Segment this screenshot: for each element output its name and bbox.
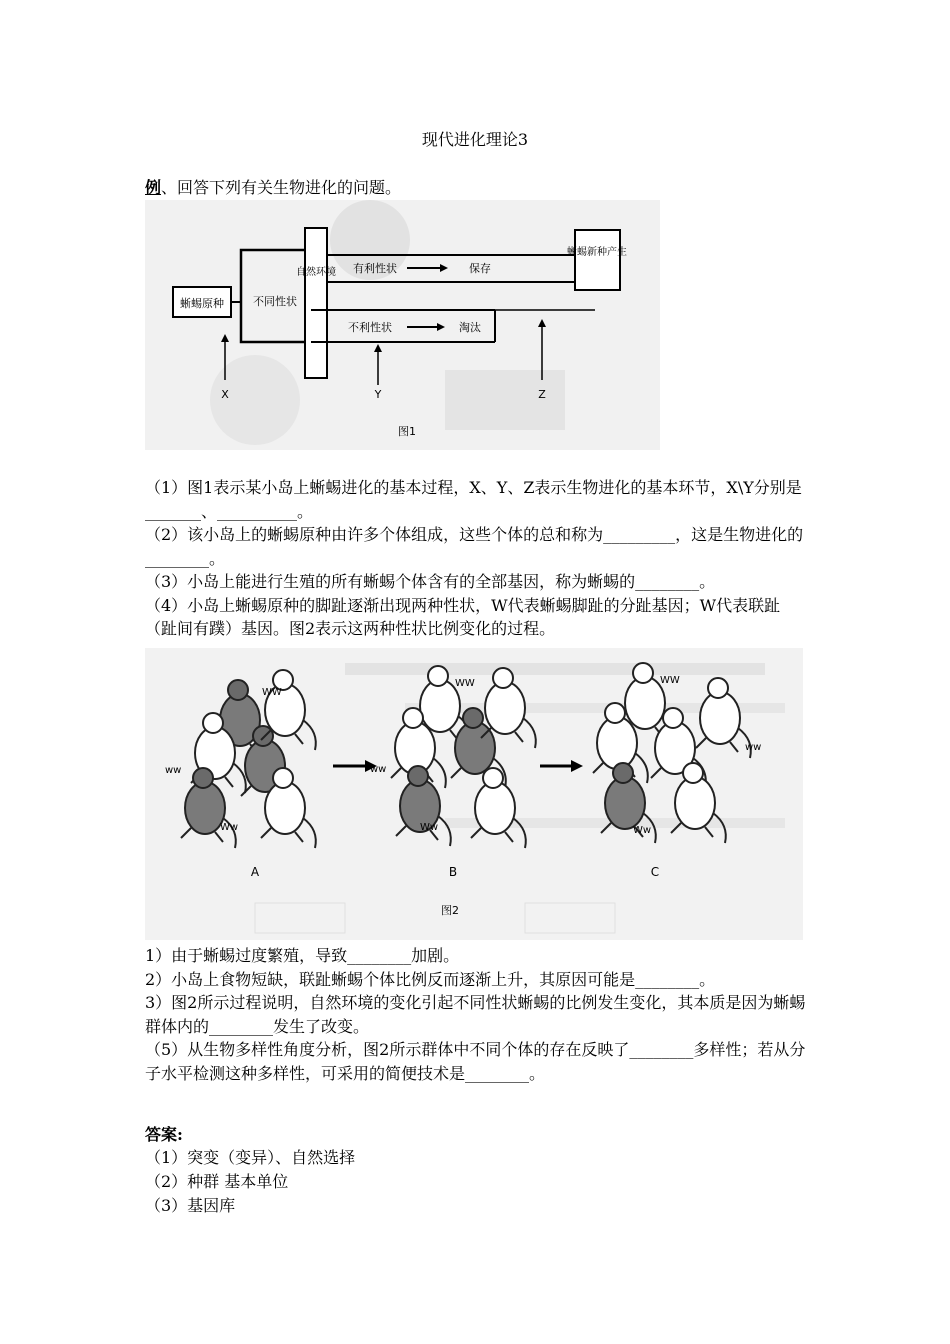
genotype-label: ww bbox=[165, 765, 182, 776]
group-a-lizards bbox=[181, 670, 316, 848]
fig1-favorable: 有利性状 bbox=[353, 262, 397, 275]
question-1: （1）图1表示某小岛上蜥蜴进化的基本过程，X、Y、Z表示生物进化的基本环节，X\Y分别是_______、__________。 bbox=[145, 478, 802, 521]
answer-3: （3）基因库 bbox=[145, 1196, 236, 1215]
answer-1: （1）突变（变异）、自然选择 bbox=[145, 1148, 356, 1167]
group-c-lizards bbox=[593, 663, 751, 843]
question-5: （5）从生物多样性角度分析，图2所示群体中不同个体的存在反映了________多样性；若从分子水平检测这种多样性，可采用的简便技术是________。 bbox=[145, 1040, 806, 1083]
group-a-label: A bbox=[250, 865, 260, 879]
fig1-natural-env: 自然环境 bbox=[296, 267, 336, 278]
intro-text: 、回答下列有关生物进化的问题。 bbox=[161, 178, 402, 197]
fig1-new-species: 蜥蜴新种产生 bbox=[567, 247, 627, 258]
fig1-x-label: X bbox=[221, 388, 229, 401]
fig1-origin: 蜥蜴原种 bbox=[180, 297, 224, 310]
question-3: （3）小岛上能进行生殖的所有蜥蜴个体含有的全部基因，称为蜥蜴的________。 bbox=[145, 572, 716, 591]
answers-list bbox=[145, 1146, 355, 1218]
fig1-z-label: Z bbox=[538, 388, 546, 401]
question-4: （4）小岛上蜥蜴原种的脚趾逐渐出现两种性状，W代表蜥蜴脚趾的分趾基因；W代表联趾（趾间有蹼）基因。图2表示这两种性状比例变化的过程。 bbox=[145, 595, 781, 638]
fig1-eliminate: 淘汰 bbox=[459, 321, 481, 334]
group-b-label: B bbox=[448, 865, 458, 879]
answer-2: （2）种群 基本单位 bbox=[145, 1172, 289, 1191]
genotype-label: Ww bbox=[420, 822, 439, 833]
questions-part-2 bbox=[145, 944, 810, 1085]
question-4-2: 2）小岛上食物短缺，联趾蜥蜴个体比例反而逐渐上升，其原因可能是________。 bbox=[145, 969, 716, 989]
figure-1-diagram bbox=[145, 200, 660, 450]
fig1-different-traits: 不同性状 bbox=[253, 295, 297, 308]
figure-1 bbox=[145, 200, 660, 450]
figure-2-illustration bbox=[145, 648, 803, 940]
genotype-label: WW bbox=[262, 687, 282, 698]
question-2: （2）该小岛上的蜥蜴原种由许多个体组成，这些个体的总和称为_________，这是生物进化的________。 bbox=[145, 525, 804, 568]
page-title: 现代进化理论3 bbox=[421, 130, 529, 149]
genotype-label: Ww bbox=[633, 825, 652, 836]
fig1-caption: 图1 bbox=[398, 425, 416, 438]
fig1-preserve: 保存 bbox=[469, 262, 491, 275]
genotype-label: ww bbox=[370, 764, 387, 775]
intro-line bbox=[145, 176, 810, 200]
group-c-label: C bbox=[650, 865, 660, 879]
answers-heading: 答案: bbox=[145, 1125, 183, 1144]
genotype-label: WW bbox=[660, 675, 680, 686]
questions-part-1 bbox=[145, 476, 810, 641]
fig1-y-label: Y bbox=[374, 388, 382, 401]
genotype-label: ww bbox=[745, 742, 762, 753]
genotype-label: WW bbox=[455, 678, 475, 689]
fig2-caption: 图2 bbox=[441, 904, 459, 917]
question-4-3: 3）图2所示过程说明，自然环境的变化引起不同性状蜥蜴的比例发生变化，其本质是因为蜥蜴群体内的________发生了改变。 bbox=[145, 993, 806, 1036]
question-4-1: 1）由于蜥蜴过度繁殖，导致________加剧。 bbox=[145, 946, 460, 965]
figure-2 bbox=[145, 648, 803, 940]
fig1-unfavorable: 不利性状 bbox=[348, 321, 392, 334]
genotype-label: Ww bbox=[220, 822, 239, 833]
example-label: 例 bbox=[145, 178, 162, 197]
